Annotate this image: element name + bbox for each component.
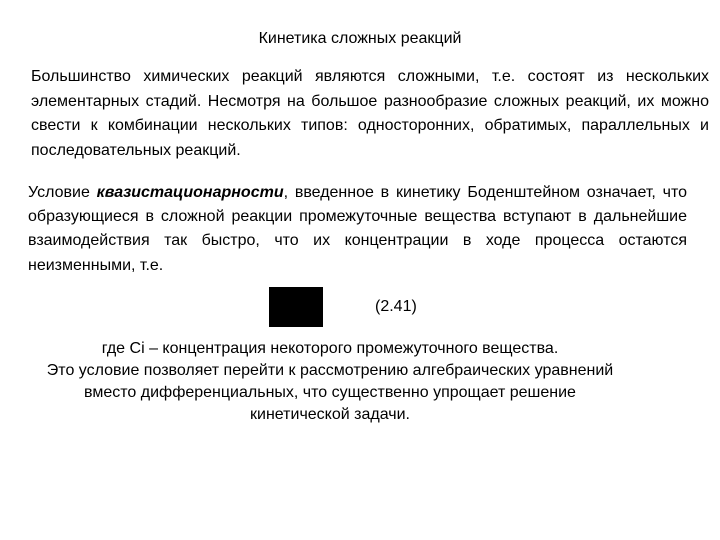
intro-paragraph: Большинство химических реакций являются сложными, т.е. состоят из нескольких элементарных стадий. Несмотря на большое разнообразие сложных реакций, их можно свести к комбинации нескольких типов: односторонних, обратимых, параллельных и последовательных реакций.: [31, 68, 709, 159]
conclusion-line: кинетической задачи.: [250, 406, 410, 423]
paragraph-lead: Условие: [28, 184, 97, 201]
emphasized-term: квазистационарности: [96, 184, 284, 201]
conclusion-line: Это условие позволяет перейти к рассмотрению алгебраических уравнений: [46, 362, 614, 379]
paragraph-rest: , введенное в кинетику Боденштейном означает, что образующиеся в сложной реакции промежуточные вещества вступают в дальнейшие взаимодействия так быстро, что их концентрации в ходе процесса остаются неизменными, т.е.: [28, 184, 687, 274]
formula-image: [269, 287, 323, 327]
equation-number: (2.41): [375, 298, 417, 315]
conclusion-line: вместо дифференциальных, что существенно упрощает решение: [84, 384, 576, 401]
conclusion-line: где Ci – концентрация некоторого промежуточного вещества.: [101, 340, 559, 357]
quasi-stationarity-paragraph: [28, 181, 687, 278]
conclusion-paragraph: [0, 338, 660, 426]
slide-title: Кинетика сложных реакций: [258, 30, 462, 47]
